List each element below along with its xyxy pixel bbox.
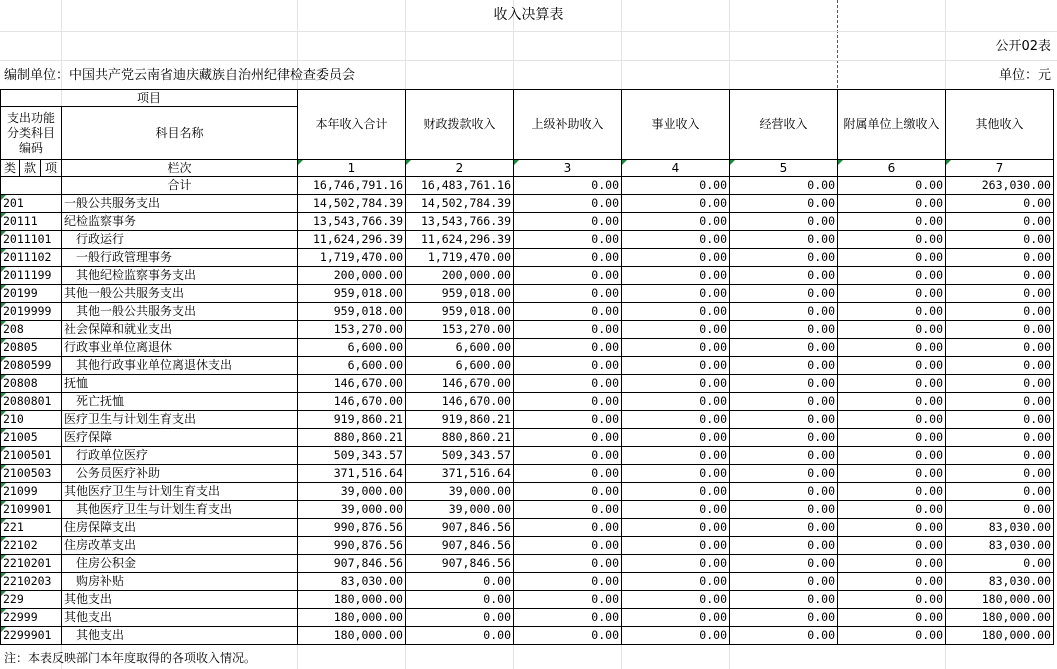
amount-cell[interactable]: 0.00 <box>730 609 838 627</box>
income-table <box>0 89 1054 645</box>
amount-cell[interactable]: 0.00 <box>838 393 946 411</box>
amount-cell[interactable]: 919,860.21 <box>406 411 514 429</box>
amount-cell[interactable]: 6,600.00 <box>298 339 406 357</box>
amount-cell[interactable]: 200,000.00 <box>298 267 406 285</box>
subject-code-cell[interactable]: 2011102 <box>1 249 62 267</box>
amount-cell[interactable]: 0.00 <box>946 411 1054 429</box>
table-row <box>1 375 1054 393</box>
amount-cell[interactable]: 39,000.00 <box>298 501 406 519</box>
amount-cell[interactable]: 907,846.56 <box>298 555 406 573</box>
amount-cell[interactable]: 0.00 <box>622 285 730 303</box>
amount-cell[interactable]: 0.00 <box>838 321 946 339</box>
subject-code-cell[interactable]: 2100503 <box>1 465 62 483</box>
amount-cell[interactable]: 0.00 <box>838 231 946 249</box>
amount-cell[interactable]: 83,030.00 <box>946 573 1054 591</box>
subject-name-cell[interactable]: 医疗卫生与计划生育支出 <box>62 411 298 429</box>
header-func-code[interactable]: 支出功能分类科目编码 <box>1 107 62 160</box>
amount-cell[interactable]: 0.00 <box>514 519 622 537</box>
subject-code-cell[interactable]: 221 <box>1 519 62 537</box>
table-row <box>1 195 1054 213</box>
amount-cell[interactable]: 959,018.00 <box>406 285 514 303</box>
subject-name-cell[interactable]: 行政事业单位离退休 <box>62 339 298 357</box>
header-xiang[interactable]: 项 <box>41 160 62 177</box>
amount-cell[interactable]: 0.00 <box>514 267 622 285</box>
subject-name-cell[interactable]: 其他纪检监察事务支出 <box>62 267 298 285</box>
amount-cell[interactable]: 83,030.00 <box>298 573 406 591</box>
header-lanci[interactable]: 栏次 <box>62 160 298 177</box>
subject-code-cell[interactable]: 2080801 <box>1 393 62 411</box>
amount-cell[interactable]: 0.00 <box>622 357 730 375</box>
amount-cell[interactable]: 0.00 <box>730 231 838 249</box>
amount-cell[interactable]: 0.00 <box>838 537 946 555</box>
table-row <box>1 339 1054 357</box>
table-row <box>1 573 1054 591</box>
total-cell[interactable]: 0.00 <box>838 177 946 195</box>
amount-cell[interactable]: 0.00 <box>730 249 838 267</box>
subject-code-cell[interactable]: 2100501 <box>1 447 62 465</box>
amount-cell[interactable]: 0.00 <box>946 195 1054 213</box>
amount-cell[interactable]: 0.00 <box>946 465 1054 483</box>
amount-cell[interactable]: 0.00 <box>838 195 946 213</box>
amount-cell[interactable]: 6,600.00 <box>298 357 406 375</box>
amount-cell[interactable]: 0.00 <box>622 411 730 429</box>
amount-cell[interactable]: 39,000.00 <box>298 483 406 501</box>
table-row <box>1 627 1054 645</box>
amount-cell[interactable]: 0.00 <box>514 195 622 213</box>
amount-cell[interactable]: 146,670.00 <box>406 375 514 393</box>
amount-cell[interactable]: 180,000.00 <box>298 609 406 627</box>
amount-cell[interactable]: 0.00 <box>514 339 622 357</box>
amount-cell[interactable]: 907,846.56 <box>406 519 514 537</box>
subject-name-cell[interactable]: 其他医疗卫生与计划生育支出 <box>62 483 298 501</box>
header-kuan[interactable]: 款 <box>20 160 41 177</box>
col-number[interactable]: 4 <box>622 160 730 177</box>
amount-cell[interactable]: 0.00 <box>622 303 730 321</box>
amount-cell[interactable]: 0.00 <box>406 573 514 591</box>
amount-cell[interactable]: 0.00 <box>730 285 838 303</box>
amount-cell[interactable]: 0.00 <box>622 375 730 393</box>
amount-cell[interactable]: 14,502,784.39 <box>406 195 514 213</box>
amount-cell[interactable]: 0.00 <box>730 537 838 555</box>
amount-cell[interactable]: 0.00 <box>514 429 622 447</box>
table-row <box>1 537 1054 555</box>
form-number[interactable]: 公开02表 <box>995 39 1051 54</box>
amount-cell[interactable]: 0.00 <box>838 429 946 447</box>
col-number[interactable]: 3 <box>514 160 622 177</box>
amount-cell[interactable]: 880,860.21 <box>298 429 406 447</box>
subject-name-cell[interactable]: 医疗保障 <box>62 429 298 447</box>
amount-cell[interactable]: 0.00 <box>946 357 1054 375</box>
amount-cell[interactable]: 0.00 <box>946 555 1054 573</box>
amount-cell[interactable]: 0.00 <box>730 213 838 231</box>
amount-cell[interactable]: 0.00 <box>838 573 946 591</box>
total-cell[interactable]: 0.00 <box>622 177 730 195</box>
amount-cell[interactable]: 0.00 <box>622 339 730 357</box>
subject-name-cell[interactable]: 住房保障支出 <box>62 519 298 537</box>
amount-cell[interactable]: 0.00 <box>730 429 838 447</box>
amount-cell[interactable]: 0.00 <box>514 393 622 411</box>
subject-code-cell[interactable]: 2019999 <box>1 303 62 321</box>
subject-name-cell[interactable]: 其他一般公共服务支出 <box>62 303 298 321</box>
header-col-5[interactable]: 经营收入 <box>730 90 838 160</box>
subject-code-cell[interactable]: 22999 <box>1 609 62 627</box>
sheet-title[interactable]: 收入决算表 <box>493 7 564 23</box>
total-code-cell[interactable] <box>1 177 62 195</box>
amount-cell[interactable]: 0.00 <box>514 447 622 465</box>
table-row <box>1 591 1054 609</box>
subject-name-cell[interactable]: 行政单位医疗 <box>62 447 298 465</box>
table-row <box>1 429 1054 447</box>
amount-cell[interactable]: 0.00 <box>730 321 838 339</box>
table-row <box>1 249 1054 267</box>
subject-code-cell[interactable]: 210 <box>1 411 62 429</box>
amount-cell[interactable]: 146,670.00 <box>298 375 406 393</box>
col-number[interactable]: 7 <box>946 160 1054 177</box>
subject-name-cell[interactable]: 其他行政事业单位离退休支出 <box>62 357 298 375</box>
header-col-4[interactable]: 事业收入 <box>622 90 730 160</box>
amount-cell[interactable]: 0.00 <box>730 447 838 465</box>
table-row <box>1 303 1054 321</box>
amount-cell[interactable]: 0.00 <box>838 519 946 537</box>
amount-cell[interactable]: 959,018.00 <box>298 285 406 303</box>
amount-cell[interactable]: 0.00 <box>622 447 730 465</box>
amount-cell[interactable]: 6,600.00 <box>406 357 514 375</box>
amount-cell[interactable]: 0.00 <box>946 447 1054 465</box>
amount-cell[interactable]: 0.00 <box>946 321 1054 339</box>
amount-cell[interactable]: 180,000.00 <box>298 591 406 609</box>
amount-cell[interactable]: 0.00 <box>514 303 622 321</box>
amount-cell[interactable]: 0.00 <box>838 501 946 519</box>
amount-cell[interactable]: 990,876.56 <box>298 537 406 555</box>
amount-cell[interactable]: 13,543,766.39 <box>406 213 514 231</box>
amount-cell[interactable]: 0.00 <box>730 375 838 393</box>
amount-cell[interactable]: 0.00 <box>514 537 622 555</box>
amount-cell[interactable]: 180,000.00 <box>946 627 1054 645</box>
subject-code-cell[interactable]: 20805 <box>1 339 62 357</box>
amount-cell[interactable]: 1,719,470.00 <box>298 249 406 267</box>
amount-cell[interactable]: 0.00 <box>730 393 838 411</box>
amount-cell[interactable]: 0.00 <box>622 249 730 267</box>
amount-cell[interactable]: 0.00 <box>730 483 838 501</box>
table-row <box>1 267 1054 285</box>
col-number[interactable]: 5 <box>730 160 838 177</box>
subject-name-cell[interactable]: 住房改革支出 <box>62 537 298 555</box>
amount-cell[interactable]: 371,516.64 <box>298 465 406 483</box>
amount-cell[interactable]: 0.00 <box>406 627 514 645</box>
amount-cell[interactable]: 0.00 <box>730 519 838 537</box>
table-row <box>1 357 1054 375</box>
amount-cell[interactable]: 0.00 <box>730 195 838 213</box>
amount-cell[interactable]: 0.00 <box>838 213 946 231</box>
amount-cell[interactable]: 0.00 <box>838 339 946 357</box>
header-lei[interactable]: 类 <box>1 160 20 177</box>
amount-cell[interactable]: 0.00 <box>514 375 622 393</box>
total-cell[interactable]: 16,483,761.16 <box>406 177 514 195</box>
header-project[interactable]: 项目 <box>1 90 298 107</box>
amount-cell[interactable]: 1,719,470.00 <box>406 249 514 267</box>
amount-cell[interactable]: 0.00 <box>946 393 1054 411</box>
amount-cell[interactable]: 0.00 <box>730 465 838 483</box>
subject-name-cell[interactable]: 住房公积金 <box>62 555 298 573</box>
subject-name-cell[interactable]: 其他支出 <box>62 591 298 609</box>
total-label[interactable]: 合计 <box>62 177 298 195</box>
amount-cell[interactable]: 146,670.00 <box>406 393 514 411</box>
amount-cell[interactable]: 0.00 <box>514 249 622 267</box>
amount-cell[interactable]: 959,018.00 <box>298 303 406 321</box>
header-col-7[interactable]: 其他收入 <box>946 90 1054 160</box>
amount-cell[interactable]: 0.00 <box>514 213 622 231</box>
table-row <box>1 555 1054 573</box>
amount-cell[interactable]: 0.00 <box>730 627 838 645</box>
total-cell[interactable]: 0.00 <box>730 177 838 195</box>
amount-cell[interactable]: 180,000.00 <box>298 627 406 645</box>
total-cell[interactable]: 263,030.00 <box>946 177 1054 195</box>
table-row <box>1 213 1054 231</box>
amount-cell[interactable]: 39,000.00 <box>406 483 514 501</box>
gridline <box>0 31 1057 32</box>
amount-cell[interactable]: 0.00 <box>730 411 838 429</box>
amount-cell[interactable]: 0.00 <box>406 591 514 609</box>
subject-code-cell[interactable]: 2210201 <box>1 555 62 573</box>
col-number[interactable]: 2 <box>406 160 514 177</box>
subject-name-cell[interactable]: 购房补贴 <box>62 573 298 591</box>
amount-cell[interactable]: 0.00 <box>622 519 730 537</box>
amount-cell[interactable]: 153,270.00 <box>298 321 406 339</box>
amount-cell[interactable]: 0.00 <box>838 303 946 321</box>
subject-code-cell[interactable]: 2011199 <box>1 267 62 285</box>
table-row <box>1 501 1054 519</box>
subject-code-cell[interactable]: 2011101 <box>1 231 62 249</box>
amount-cell[interactable]: 0.00 <box>946 339 1054 357</box>
subject-code-cell[interactable]: 20199 <box>1 285 62 303</box>
amount-cell[interactable]: 0.00 <box>622 609 730 627</box>
subject-code-cell[interactable]: 20808 <box>1 375 62 393</box>
amount-cell[interactable]: 0.00 <box>730 357 838 375</box>
amount-cell[interactable]: 0.00 <box>514 357 622 375</box>
amount-cell[interactable]: 0.00 <box>622 573 730 591</box>
amount-cell[interactable]: 39,000.00 <box>406 501 514 519</box>
amount-cell[interactable]: 0.00 <box>838 285 946 303</box>
amount-cell[interactable]: 371,516.64 <box>406 465 514 483</box>
col-number[interactable]: 6 <box>838 160 946 177</box>
amount-cell[interactable]: 0.00 <box>946 267 1054 285</box>
subject-code-cell[interactable]: 229 <box>1 591 62 609</box>
amount-cell[interactable]: 0.00 <box>838 609 946 627</box>
amount-cell[interactable]: 6,600.00 <box>406 339 514 357</box>
amount-cell[interactable]: 509,343.57 <box>406 447 514 465</box>
amount-cell[interactable]: 83,030.00 <box>946 537 1054 555</box>
header-subject-name[interactable]: 科目名称 <box>62 107 298 160</box>
amount-cell[interactable]: 0.00 <box>622 213 730 231</box>
amount-cell[interactable]: 880,860.21 <box>406 429 514 447</box>
amount-cell[interactable]: 0.00 <box>730 339 838 357</box>
amount-cell[interactable]: 0.00 <box>838 267 946 285</box>
amount-cell[interactable]: 0.00 <box>514 627 622 645</box>
subject-code-cell[interactable]: 2299901 <box>1 627 62 645</box>
amount-cell[interactable]: 0.00 <box>514 285 622 303</box>
header-col-1[interactable]: 本年收入合计 <box>298 90 406 160</box>
header-col-2[interactable]: 财政拨款收入 <box>406 90 514 160</box>
amount-cell[interactable]: 0.00 <box>730 303 838 321</box>
currency-unit[interactable]: 单位：元 <box>998 68 1051 83</box>
amount-cell[interactable]: 0.00 <box>838 591 946 609</box>
amount-cell[interactable]: 0.00 <box>514 609 622 627</box>
subject-code-cell[interactable]: 201 <box>1 195 62 213</box>
amount-cell[interactable]: 0.00 <box>838 249 946 267</box>
table-row <box>1 609 1054 627</box>
amount-cell[interactable]: 0.00 <box>730 501 838 519</box>
amount-cell[interactable]: 0.00 <box>946 483 1054 501</box>
subject-code-cell[interactable]: 20111 <box>1 213 62 231</box>
amount-cell[interactable]: 0.00 <box>946 231 1054 249</box>
header-col-3[interactable]: 上级补助收入 <box>514 90 622 160</box>
amount-cell[interactable]: 11,624,296.39 <box>298 231 406 249</box>
amount-cell[interactable]: 990,876.56 <box>298 519 406 537</box>
subject-code-cell[interactable]: 208 <box>1 321 62 339</box>
amount-cell[interactable]: 180,000.00 <box>946 591 1054 609</box>
amount-cell[interactable]: 0.00 <box>838 357 946 375</box>
subject-code-cell[interactable]: 21005 <box>1 429 62 447</box>
amount-cell[interactable]: 0.00 <box>622 591 730 609</box>
amount-cell[interactable]: 0.00 <box>514 465 622 483</box>
table-row <box>1 321 1054 339</box>
amount-cell[interactable]: 0.00 <box>622 195 730 213</box>
amount-cell[interactable]: 0.00 <box>946 285 1054 303</box>
amount-cell[interactable]: 0.00 <box>622 429 730 447</box>
subject-name-cell[interactable]: 公务员医疗补助 <box>62 465 298 483</box>
amount-cell[interactable]: 0.00 <box>514 411 622 429</box>
header-col-6[interactable]: 附属单位上缴收入 <box>838 90 946 160</box>
amount-cell[interactable]: 0.00 <box>946 303 1054 321</box>
amount-cell[interactable]: 907,846.56 <box>406 555 514 573</box>
compiling-unit[interactable]: 编制单位：中国共产党云南省迪庆藏族自治州纪律检查委员会 <box>4 68 356 83</box>
table-row <box>1 231 1054 249</box>
subject-code-cell[interactable]: 2210203 <box>1 573 62 591</box>
table-note[interactable]: 注：本表反映部门本年度取得的各项收入情况。 <box>4 651 257 665</box>
table-row <box>1 483 1054 501</box>
subject-name-cell[interactable]: 行政运行 <box>62 231 298 249</box>
col-number[interactable]: 1 <box>298 160 406 177</box>
subject-name-cell[interactable]: 其他支出 <box>62 627 298 645</box>
amount-cell[interactable]: 0.00 <box>406 609 514 627</box>
amount-cell[interactable]: 0.00 <box>838 555 946 573</box>
table-row <box>1 411 1054 429</box>
amount-cell[interactable]: 11,624,296.39 <box>406 231 514 249</box>
amount-cell[interactable]: 0.00 <box>622 483 730 501</box>
amount-cell[interactable]: 0.00 <box>946 429 1054 447</box>
amount-cell[interactable]: 0.00 <box>730 555 838 573</box>
amount-cell[interactable]: 0.00 <box>622 465 730 483</box>
amount-cell[interactable]: 13,543,766.39 <box>298 213 406 231</box>
subject-name-cell[interactable]: 一般公共服务支出 <box>62 195 298 213</box>
amount-cell[interactable]: 83,030.00 <box>946 519 1054 537</box>
amount-cell[interactable]: 0.00 <box>730 573 838 591</box>
subject-name-cell[interactable]: 纪检监察事务 <box>62 213 298 231</box>
subject-name-cell[interactable]: 其他一般公共服务支出 <box>62 285 298 303</box>
amount-cell[interactable]: 200,000.00 <box>406 267 514 285</box>
amount-cell[interactable]: 0.00 <box>838 375 946 393</box>
gridline <box>0 60 1057 61</box>
amount-cell[interactable]: 0.00 <box>514 231 622 249</box>
amount-cell[interactable]: 959,018.00 <box>406 303 514 321</box>
amount-cell[interactable]: 0.00 <box>946 213 1054 231</box>
table-row <box>1 393 1054 411</box>
amount-cell[interactable]: 0.00 <box>838 483 946 501</box>
subject-name-cell[interactable]: 其他医疗卫生与计划生育支出 <box>62 501 298 519</box>
amount-cell[interactable]: 0.00 <box>622 321 730 339</box>
subject-code-cell[interactable]: 21099 <box>1 483 62 501</box>
amount-cell[interactable]: 0.00 <box>838 411 946 429</box>
amount-cell[interactable]: 0.00 <box>622 555 730 573</box>
amount-cell[interactable]: 153,270.00 <box>406 321 514 339</box>
amount-cell[interactable]: 0.00 <box>730 591 838 609</box>
subject-name-cell[interactable]: 死亡抚恤 <box>62 393 298 411</box>
amount-cell[interactable]: 509,343.57 <box>298 447 406 465</box>
amount-cell[interactable]: 0.00 <box>514 501 622 519</box>
table-row <box>1 447 1054 465</box>
amount-cell[interactable]: 0.00 <box>622 537 730 555</box>
amount-cell[interactable]: 0.00 <box>838 465 946 483</box>
amount-cell[interactable]: 0.00 <box>514 555 622 573</box>
amount-cell[interactable]: 0.00 <box>622 231 730 249</box>
amount-cell[interactable]: 0.00 <box>514 321 622 339</box>
amount-cell[interactable]: 146,670.00 <box>298 393 406 411</box>
amount-cell[interactable]: 0.00 <box>838 627 946 645</box>
subject-name-cell[interactable]: 社会保障和就业支出 <box>62 321 298 339</box>
amount-cell[interactable]: 14,502,784.39 <box>298 195 406 213</box>
amount-cell[interactable]: 0.00 <box>946 249 1054 267</box>
total-cell[interactable]: 0.00 <box>514 177 622 195</box>
subject-code-cell[interactable]: 2080599 <box>1 357 62 375</box>
amount-cell[interactable]: 0.00 <box>514 573 622 591</box>
subject-name-cell[interactable]: 抚恤 <box>62 375 298 393</box>
amount-cell[interactable]: 0.00 <box>622 501 730 519</box>
amount-cell[interactable]: 0.00 <box>730 267 838 285</box>
amount-cell[interactable]: 0.00 <box>514 483 622 501</box>
amount-cell[interactable]: 0.00 <box>622 267 730 285</box>
amount-cell[interactable]: 0.00 <box>622 393 730 411</box>
subject-code-cell[interactable]: 2109901 <box>1 501 62 519</box>
amount-cell[interactable]: 0.00 <box>622 627 730 645</box>
table-row <box>1 519 1054 537</box>
subject-name-cell[interactable]: 其他支出 <box>62 609 298 627</box>
amount-cell[interactable]: 0.00 <box>946 375 1054 393</box>
amount-cell[interactable]: 919,860.21 <box>298 411 406 429</box>
subject-code-cell[interactable]: 22102 <box>1 537 62 555</box>
amount-cell[interactable]: 907,846.56 <box>406 537 514 555</box>
amount-cell[interactable]: 0.00 <box>838 447 946 465</box>
total-cell[interactable]: 16,746,791.16 <box>298 177 406 195</box>
subject-name-cell[interactable]: 一般行政管理事务 <box>62 249 298 267</box>
table-row <box>1 285 1054 303</box>
amount-cell[interactable]: 0.00 <box>514 591 622 609</box>
table-row <box>1 465 1054 483</box>
amount-cell[interactable]: 0.00 <box>946 501 1054 519</box>
amount-cell[interactable]: 180,000.00 <box>946 609 1054 627</box>
